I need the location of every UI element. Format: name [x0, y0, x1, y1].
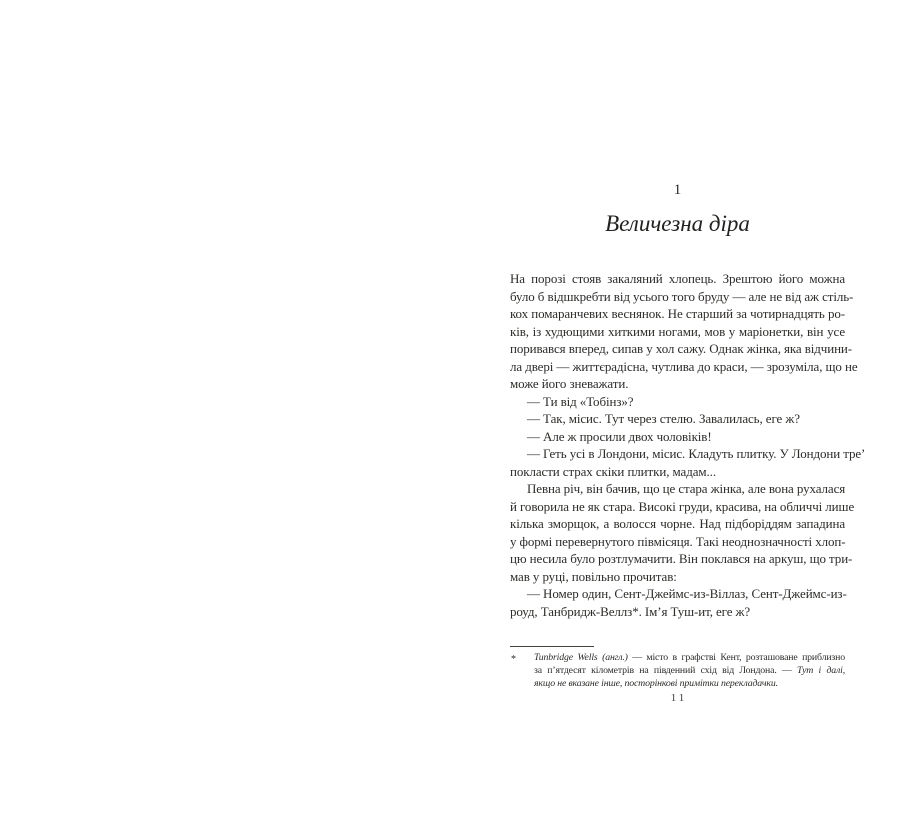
- body-line: ла двері — життєрадісна, чутлива до краси, — зрозуміла, що не: [510, 358, 858, 374]
- body-line: ків, із худющими хиткими ногами, мов у маріонетки, він усе: [510, 323, 845, 339]
- body-line: кох помаранчевих веснянок. Не старший за чотирнадцять ро-: [510, 306, 845, 321]
- footnote-line: Tunbridge Wells (англ.) — місто в графстві Кент, розташоване приблизно: [534, 652, 845, 663]
- body-text: [510, 270, 866, 620]
- body-line: й говорила не як стара. Високі груди, красива, на обличчі лише: [510, 498, 855, 514]
- footnote-marker: *: [511, 654, 516, 665]
- body-line: — Так, місис. Тут через стелю. Завалилась, еге ж?: [527, 411, 800, 426]
- body-line: у формі перевернутого півмісяця. Такі неоднозначності хлоп-: [510, 533, 846, 549]
- body-line: — Номер один, Сент-Джеймс-из-Віллаз, Сент-Джеймс-из-: [527, 586, 847, 601]
- page-number: 11: [670, 692, 688, 704]
- body-line: — Ти від «Тобінз»?: [527, 393, 634, 409]
- footnote: [510, 646, 845, 690]
- body-line: — Але ж просили двох чоловіків!: [527, 428, 712, 444]
- body-line: мав у руці, повільно прочитав:: [510, 568, 677, 584]
- body-line: поривався вперед, сипав у хол сажу. Однак жінка, яка відчини-: [510, 341, 853, 356]
- body-line: Певна річ, він бачив, що це стара жінка, але вона рухалася: [527, 481, 846, 496]
- body-line: роуд, Танбридж-Веллз*. Ім’я Туш-ит, еге ж?: [510, 603, 751, 619]
- body-line: було б відшкребти від усього того бруду — але не від аж стіль-: [510, 288, 854, 304]
- body-line: цю несила було розтлумачити. Він поклався на аркуш, що три-: [510, 551, 853, 566]
- chapter-title: Величезна діра: [605, 211, 750, 236]
- footnote-text: [510, 651, 845, 690]
- footnote-line: якщо не вказане інше, посторінкові примітки перекладачки.: [534, 678, 778, 689]
- footnote-rule: [510, 646, 594, 647]
- footnote-line: за п’ятдесят кілометрів на південний схід від Лондона. — Тут і далі,: [534, 665, 846, 676]
- body-line: покласти страх скіки плитки, мадам...: [510, 463, 716, 479]
- body-line: На порозі стояв закаляний хлопець. Зрештою його можна: [510, 271, 845, 286]
- body-line: може його зневажати.: [510, 376, 629, 391]
- body-line: кілька зморщок, а волосся чорне. Над підборіддям западина: [510, 516, 845, 531]
- chapter-number: 1: [673, 182, 682, 198]
- body-line: — Геть усі в Лондони, місис. Кладуть плитку. У Лондони тре’: [527, 446, 866, 461]
